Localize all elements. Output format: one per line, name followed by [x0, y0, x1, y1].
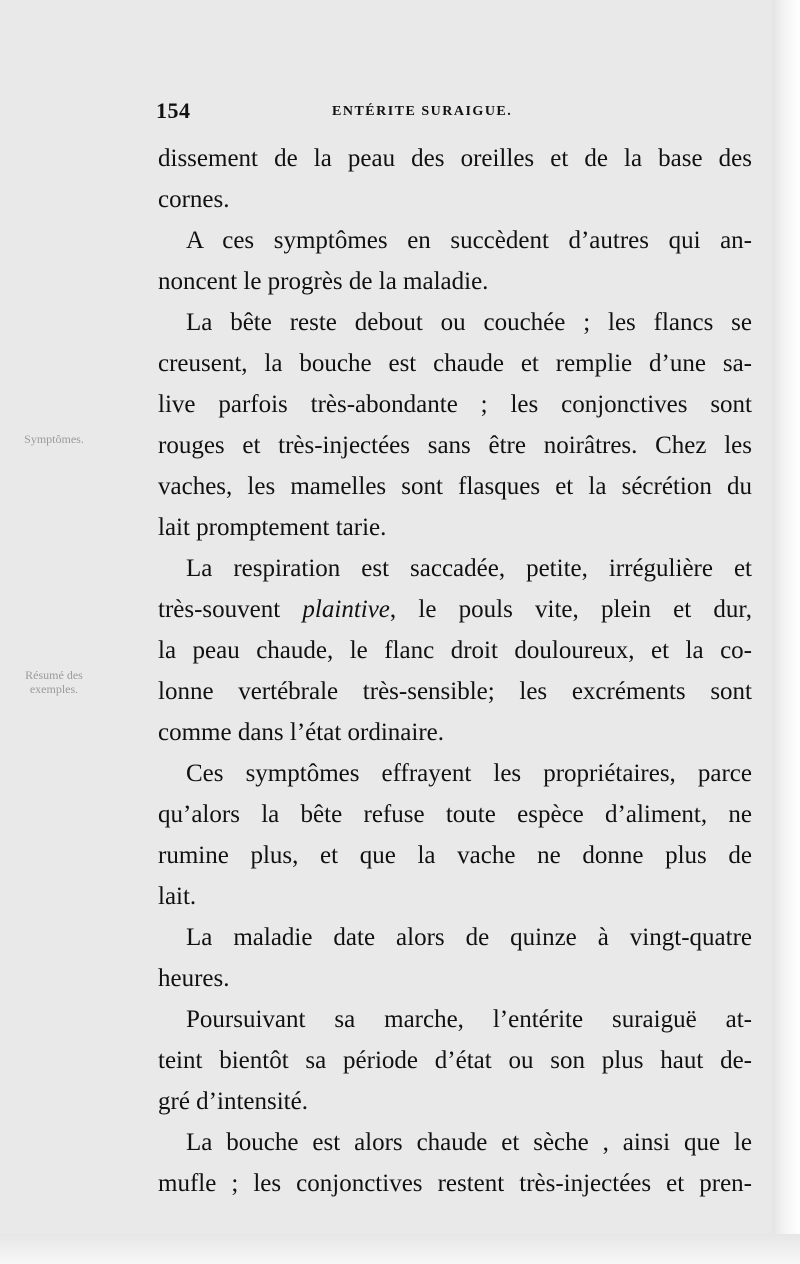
- text-line: rouges et très-injectées sans être noirâtres. Chez les: [158, 432, 752, 459]
- text-line: La bouche est alors chaude et sèche , ainsi que le: [186, 1129, 752, 1156]
- text-line: teint bientôt sa période d’état ou son plus haut de-: [158, 1047, 752, 1074]
- emphasized-word: plaintive: [302, 596, 390, 623]
- text-line: la peau chaude, le flanc droit douloureux, et la co-: [158, 637, 752, 664]
- text-line: comme dans l’état ordinaire.: [158, 719, 444, 746]
- page-number: 154: [156, 98, 191, 123]
- page-edge-right: [772, 0, 800, 1264]
- text-line: vaches, les mamelles sont flasques et la sécrétion du: [158, 473, 752, 500]
- text-line: heures.: [158, 965, 230, 992]
- text-line: La respiration est saccadée, petite, irrégulière et: [186, 555, 752, 582]
- text-line: Poursuivant sa marche, l’entérite suraiguë at-: [186, 1006, 752, 1033]
- text-line: qu’alors la bête refuse toute espèce d’aliment, ne: [158, 801, 752, 828]
- page-header: [156, 98, 746, 128]
- text-line: cornes.: [158, 186, 230, 213]
- text-line: Ces symptômes effrayent les propriétaires, parce: [186, 760, 752, 787]
- text-line: lonne vertébrale très-sensible; les excréments sont: [158, 678, 752, 705]
- page-edge-bottom: [0, 1234, 800, 1264]
- running-title: ENTÉRITE SURAIGUE.: [332, 104, 513, 119]
- text-line: creusent, la bouche est chaude et remplie d’une sa-: [158, 350, 752, 377]
- text-line: mufle ; les conjonctives restent très-injectées et pren-: [158, 1170, 752, 1197]
- text-line: noncent le progrès de la maladie.: [158, 268, 489, 295]
- text-line: A ces symptômes en succèdent d’autres qui an-: [186, 227, 752, 254]
- margin-note-resume: Résumé des exemples.: [25, 668, 83, 696]
- text-line: dissement de la peau des oreilles et de la base des: [158, 145, 752, 172]
- margin-note-symptomes: Symptômes.: [24, 432, 84, 446]
- text-line: gré d’intensité.: [158, 1088, 308, 1115]
- text-line: lait promptement tarie.: [158, 514, 387, 541]
- text-line: très-souvent plaintive, le pouls vite, plein et dur,: [158, 596, 753, 623]
- body-text: [158, 138, 752, 1204]
- text-line: lait.: [158, 883, 197, 910]
- text-line: live parfois très-abondante ; les conjonctives sont: [158, 391, 752, 418]
- text-line: La maladie date alors de quinze à vingt-quatre: [186, 924, 752, 951]
- text-line: La bête reste debout ou couchée ; les flancs se: [186, 309, 752, 336]
- text-line: rumine plus, et que la vache ne donne plus de: [158, 842, 752, 869]
